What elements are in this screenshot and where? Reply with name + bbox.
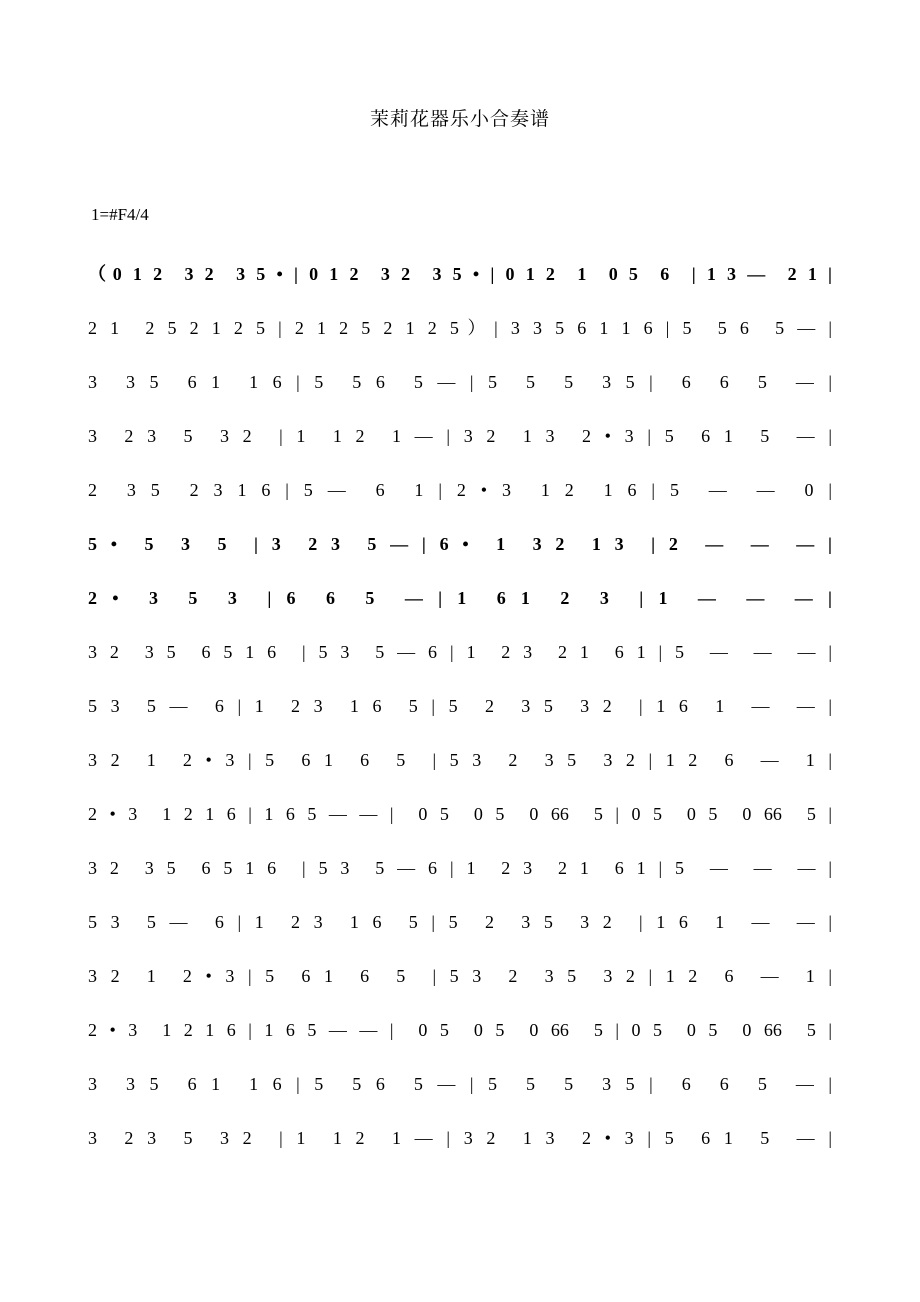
score-line-6: 5 • 5 3 5 | 3 2 3 5 — | 6 • 1 3 2 1 3 | 2 — — — | — [88, 534, 832, 554]
score-line-4: 3 2 3 5 3 2 | 1 1 2 1 — | 3 2 1 3 2 • 3 | 5 6 1 5 — | — [88, 426, 832, 446]
score-line-13: 5 3 5 — 6 | 1 2 3 1 6 5 | 5 2 3 5 3 2 | 1 6 1 — — | — [88, 912, 832, 932]
page-title: 茉莉花器乐小合奏谱 — [369, 108, 550, 130]
score-line-3: 3 3 5 6 1 1 6 | 5 5 6 5 — | 5 5 5 3 5 | 6 6 5 — | — [88, 372, 832, 392]
score-line-8: 3 2 3 5 6 5 1 6 | 5 3 5 — 6 | 1 2 3 2 1 6 1 | 5 — — — | — [88, 642, 832, 662]
score-line-9: 5 3 5 — 6 | 1 2 3 1 6 5 | 5 2 3 5 3 2 | 1 6 1 — — | — [88, 696, 832, 716]
score-line-2: 2 1 2 5 2 1 2 5 | 2 1 2 5 2 1 2 5）| 3 3 5 6 1 1 6 | 5 5 6 5 — | — [88, 318, 832, 338]
score-line-11: 2 • 3 1 2 1 6 | 1 6 5 — — | 0 5 0 5 0 66 5 | 0 5 0 5 0 66 5 | — [88, 804, 832, 824]
score-line-17: 3 2 3 5 3 2 | 1 1 2 1 — | 3 2 1 3 2 • 3 | 5 6 1 5 — | — [88, 1128, 832, 1148]
score-line-1: （0 1 2 3 2 3 5 • | 0 1 2 3 2 3 5 • | 0 1 2 1 0 5 6 | 1 3 — 2 1 | — [88, 264, 832, 284]
score-line-14: 3 2 1 2 • 3 | 5 6 1 6 5 | 5 3 2 3 5 3 2 | 1 2 6 — 1 | — [88, 966, 832, 986]
score-line-10: 3 2 1 2 • 3 | 5 6 1 6 5 | 5 3 2 3 5 3 2 | 1 2 6 — 1 | — [88, 750, 832, 770]
score-line-12: 3 2 3 5 6 5 1 6 | 5 3 5 — 6 | 1 2 3 2 1 6 1 | 5 — — — | — [88, 858, 832, 878]
key-signature: 1=#F4/4 — [91, 205, 149, 224]
score-line-5: 2 3 5 2 3 1 6 | 5 — 6 1 | 2 • 3 1 2 1 6 | 5 — — 0 | — [88, 480, 832, 500]
score-line-16: 3 3 5 6 1 1 6 | 5 5 6 5 — | 5 5 5 3 5 | 6 6 5 — | — [88, 1074, 832, 1094]
score-line-15: 2 • 3 1 2 1 6 | 1 6 5 — — | 0 5 0 5 0 66 5 | 0 5 0 5 0 66 5 | — [88, 1020, 832, 1040]
score-line-7: 2 • 3 5 3 | 6 6 5 — | 1 6 1 2 3 | 1 — — — | — [88, 588, 832, 608]
